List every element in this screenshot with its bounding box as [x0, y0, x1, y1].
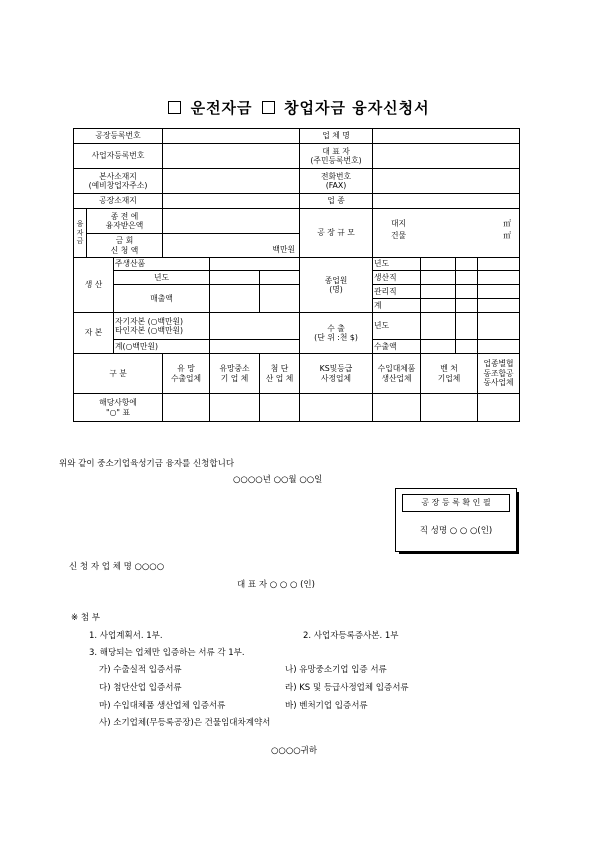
label-cat-export-line1: 유 망	[177, 364, 195, 374]
label-industry: 업 종	[300, 194, 373, 209]
field-export-amount-3[interactable]	[478, 340, 520, 354]
label-cat-hightech-line2: 산 업 체	[265, 373, 294, 383]
field-capital-breakdown[interactable]	[210, 313, 300, 340]
label-phone-number: 전화번호	[320, 171, 352, 181]
field-company-name[interactable]	[373, 129, 520, 144]
label-cat-export-line2: 수출업체	[170, 373, 202, 383]
recipient: ○○○○귀하	[271, 746, 318, 756]
attachment-3-e: 마) 수입대체품 생산업체 입증서류	[99, 701, 226, 711]
field-emp-year-3[interactable]	[478, 258, 520, 271]
label-export-amount: 수출액	[373, 340, 421, 354]
attachment-3-c: 다) 첨단산업 입증서류	[99, 683, 182, 693]
declaration-text: 위와 같이 중소기업육성기금 융자를 신청합니다	[59, 459, 235, 469]
label-cat-promising-line2: 기 업 체	[220, 373, 249, 383]
attachment-3: 3. 해당되는 업체만 입증하는 서류 각 1부.	[89, 648, 245, 658]
field-cat-cooperative[interactable]	[478, 394, 520, 422]
label-capital-total: 계(○백만원)	[114, 340, 210, 354]
field-emp-year-1[interactable]	[421, 258, 456, 271]
label-existing-loan-line2: 융자받은액	[105, 221, 144, 230]
field-cat-import-sub[interactable]	[373, 394, 421, 422]
label-factory-scale: 공 장 규 모	[300, 209, 373, 258]
label-cat-export	[163, 354, 210, 394]
label-borrowed-capital: 타인자본 (○백만원)	[115, 326, 184, 335]
field-industry[interactable]	[373, 194, 520, 209]
attachment-1: 1. 사업계획서. 1부.	[89, 631, 163, 641]
label-resident-no: (주민등록번호)	[310, 156, 362, 165]
field-staff-total-3[interactable]	[478, 299, 520, 313]
field-prod-year-2[interactable]	[260, 271, 300, 285]
attachment-3-g: 사) 소기업체(무등록공장)은 건물임대차계약서	[99, 718, 271, 728]
unit-land-m2: ㎡	[503, 219, 512, 228]
label-cat-promising-line1: 유망중소	[219, 364, 250, 374]
label-cat-import-line1: 수입대체품	[377, 364, 416, 374]
label-phone	[300, 169, 373, 194]
field-business-reg-no[interactable]	[163, 144, 300, 169]
label-representative	[300, 144, 373, 169]
label-cat-coop-line1: 업종별협	[483, 359, 514, 369]
stamp-official-sign: 직 성명 ○ ○ ○(인)	[419, 526, 493, 536]
label-current-loan	[87, 234, 163, 258]
label-employees	[300, 258, 373, 313]
document-title	[0, 97, 595, 118]
label-applicable-line2: "○" 표	[106, 407, 130, 417]
field-capital-total[interactable]	[210, 340, 300, 354]
label-land: 대지	[391, 219, 407, 228]
label-representative-name: 대 표 자	[322, 146, 350, 156]
label-cat-venture-line1: 벤 처	[440, 364, 458, 374]
field-export-amount-2[interactable]	[456, 340, 478, 354]
field-emp-year-2[interactable]	[456, 258, 478, 271]
attachment-3-a: 가) 수출실적 입증서류	[99, 665, 182, 675]
title-operating-funds: 운전자금	[190, 99, 253, 117]
label-factory-location: 공장소재지	[74, 194, 163, 209]
field-staff-total-1[interactable]	[421, 299, 456, 313]
field-export-year-2[interactable]	[456, 313, 478, 340]
title-startup-funds: 창업자금 융자신청서	[284, 99, 430, 117]
attachments-title: ※ 첨 부	[71, 613, 100, 623]
label-applicable-line1: 해당사항에	[99, 398, 137, 408]
field-production-staff-2[interactable]	[456, 271, 478, 285]
label-sales: 매출액	[114, 285, 210, 313]
field-prod-year-1[interactable]	[210, 271, 260, 285]
application-date: ○○○○년 ○○월 ○○일	[233, 475, 323, 485]
attachment-3-d: 라) KS 및 등급사정업체 입증서류	[285, 683, 409, 693]
field-production-staff-1[interactable]	[421, 271, 456, 285]
field-cat-venture[interactable]	[421, 394, 478, 422]
label-cat-import-sub	[373, 354, 421, 394]
label-cat-cooperative	[478, 354, 520, 394]
attachment-2: 2. 사업자등록증사본. 1부	[303, 631, 399, 641]
label-staff-total: 계	[373, 299, 421, 313]
label-factory-reg-no: 공장등록번호	[74, 129, 163, 144]
label-existing-loan	[87, 209, 163, 234]
label-cat-hightech-line1: 첨 단	[270, 364, 289, 374]
attachment-3-b: 나) 유망중소기업 입증 서류	[285, 665, 387, 675]
label-head-office	[74, 169, 163, 194]
label-company-name: 업 체 명	[300, 129, 373, 144]
label-production: 생 산	[74, 258, 114, 313]
applicant-representative: 대 표 자 ○ ○ ○ (인)	[237, 580, 315, 590]
field-representative[interactable]	[373, 144, 520, 169]
label-current-loan-line1: 금 회	[115, 236, 134, 246]
label-own-capital: 자기자본 (○백만원)	[115, 316, 184, 326]
label-cat-hightech	[260, 354, 300, 394]
field-export-year-3[interactable]	[478, 313, 520, 340]
field-factory-reg-no[interactable]	[163, 129, 300, 144]
label-cat-ks-line1: KS및등급	[319, 364, 353, 374]
label-building: 건물	[391, 231, 407, 240]
label-export-year: 년도	[373, 313, 421, 340]
label-current-loan-line2: 신 청 액	[110, 245, 139, 255]
field-main-product[interactable]	[210, 258, 300, 271]
label-prod-year: 년도	[114, 271, 210, 285]
label-cat-coop-line2: 동조합공	[483, 368, 514, 378]
label-production-staff: 생산직	[373, 271, 421, 285]
label-export-line1: 수 출	[327, 323, 345, 333]
label-cat-coop-line3: 동사업체	[483, 378, 514, 388]
label-export	[300, 313, 373, 354]
label-employees-line1: 종업원	[324, 275, 348, 285]
field-export-year-1[interactable]	[421, 313, 456, 340]
label-business-reg-no: 사업자등록번호	[74, 144, 163, 169]
field-management-staff-2[interactable]	[456, 285, 478, 299]
field-staff-total-2[interactable]	[456, 299, 478, 313]
field-management-staff-3[interactable]	[478, 285, 520, 299]
label-existing-loan-line1: 종 전 에	[110, 211, 139, 221]
field-current-loan[interactable]	[163, 234, 300, 258]
field-factory-location[interactable]	[163, 194, 300, 209]
field-factory-scale[interactable]	[373, 209, 520, 258]
factory-reg-confirm-box	[395, 488, 517, 552]
label-cat-promising-sme	[210, 354, 260, 394]
field-cat-hightech[interactable]	[260, 394, 300, 422]
application-form-table	[73, 128, 520, 422]
label-cat-ks	[300, 354, 373, 394]
field-cat-ks[interactable]	[300, 394, 373, 422]
attachment-3-f: 바) 벤처기업 입증서류	[285, 701, 368, 711]
field-production-staff-3[interactable]	[478, 271, 520, 285]
label-cat-ks-line2: 사정업체	[320, 373, 352, 383]
label-cat-import-line2: 생산업체	[381, 373, 412, 383]
label-head-office-address: 본사소재지	[99, 171, 137, 181]
field-sales-2[interactable]	[260, 285, 300, 313]
field-cat-export[interactable]	[163, 394, 210, 422]
unit-building-m2: ㎡	[503, 231, 512, 240]
checkbox-operating-funds[interactable]	[168, 101, 181, 114]
label-cat-venture	[421, 354, 478, 394]
label-cat-venture-line2: 기업체	[437, 373, 461, 383]
field-head-office[interactable]	[163, 169, 300, 194]
field-existing-loan[interactable]	[163, 209, 300, 234]
field-management-staff-1[interactable]	[421, 285, 456, 299]
label-management-staff: 관리직	[373, 285, 421, 299]
label-emp-year: 년도	[373, 258, 421, 271]
label-export-unit: (단 위 :천 $)	[314, 333, 358, 342]
field-phone[interactable]	[373, 169, 520, 194]
label-fax: (FAX)	[325, 181, 347, 190]
applicant-company: 신 청 자 업 체 명 ○○○○	[69, 562, 165, 572]
field-export-amount-1[interactable]	[421, 340, 456, 354]
stamp-title: 공 장 등 록 확 인 필	[402, 494, 510, 512]
checkbox-startup-funds[interactable]	[262, 101, 275, 114]
label-applicable	[74, 394, 163, 422]
field-sales-1[interactable]	[210, 285, 260, 313]
label-employees-line2: (명)	[329, 285, 343, 294]
label-loan: 융자금	[74, 209, 87, 258]
label-capital: 자 본	[74, 313, 114, 354]
label-category: 구 분	[74, 354, 163, 394]
label-capital-breakdown	[114, 313, 210, 340]
field-cat-promising-sme[interactable]	[210, 394, 260, 422]
label-prestartup-address: (예비창업자주소)	[88, 181, 148, 190]
unit-million-won: 백만원	[272, 244, 296, 254]
label-main-product: 주생산품	[114, 258, 210, 271]
